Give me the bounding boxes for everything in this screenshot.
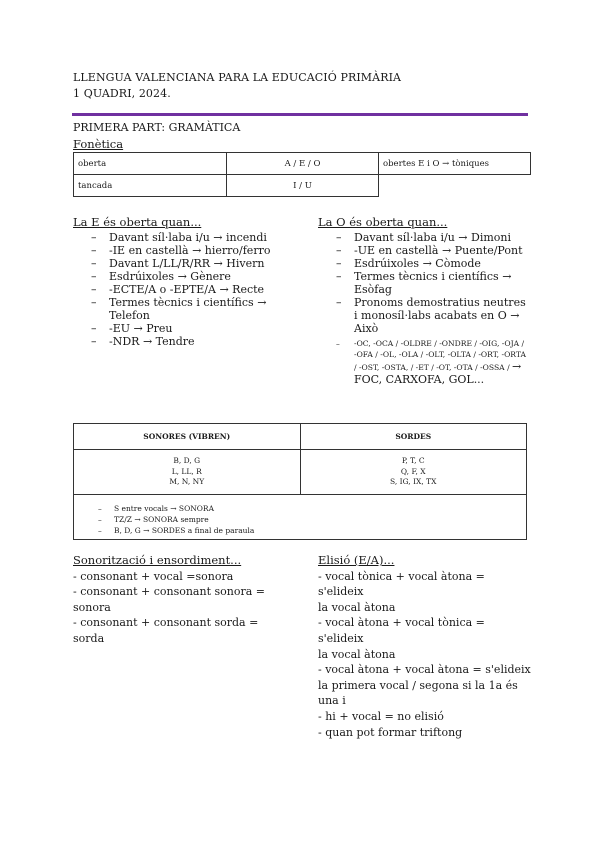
sordes-value: S, IG, IX, TX bbox=[389, 477, 437, 487]
o-oberta-endings-list bbox=[318, 338, 528, 386]
endings-examples: → FOC, CARXOFA, GOL... bbox=[354, 360, 522, 386]
text-line: la vocal àtona bbox=[318, 647, 396, 661]
table-cell: obertes E i O → tòniques bbox=[379, 153, 531, 175]
table-row bbox=[74, 153, 531, 175]
sordes-value: Q, F, X bbox=[400, 466, 426, 476]
table-cell: I / U bbox=[227, 175, 379, 197]
sordes-cell bbox=[300, 450, 527, 495]
text-line: la primera vocal / segona si la 1a és bbox=[318, 678, 518, 692]
sonores-value: L, LL, R bbox=[171, 466, 202, 476]
text-line: sorda bbox=[73, 631, 105, 645]
text-line: - vocal àtona + vocal tònica = s'elideix bbox=[318, 616, 489, 645]
o-oberta-list bbox=[318, 231, 528, 335]
list-item: – Esdrúixoles → Gènere bbox=[73, 270, 303, 283]
text-line: - consonant + consonant sorda = bbox=[73, 616, 259, 630]
sonores-value: M, N, NY bbox=[169, 477, 205, 487]
list-item: – -EU → Preu bbox=[73, 322, 303, 335]
list-item: – -IE en castellà → hierro/ferro bbox=[73, 244, 303, 257]
column-header-sordes: SORDES bbox=[300, 424, 527, 450]
sonoritzacio-heading: Sonorització i ensordiment... bbox=[73, 553, 242, 567]
sonores-sordes-table bbox=[73, 423, 527, 540]
list-item: – Pronoms demostratius neutres i monosíl·labs acabats en O → Això bbox=[318, 296, 528, 335]
table-row bbox=[74, 495, 527, 540]
text-line: - vocal àtona + vocal àtona = s'elideix bbox=[318, 663, 531, 677]
table-row bbox=[74, 450, 527, 495]
text-line: - consonant + consonant sonora = bbox=[73, 585, 265, 599]
list-item: – Termes tècnics i científics → Telefon bbox=[73, 296, 303, 322]
header-course-title: LLENGUA VALENCIANA PARA LA EDUCACIÓ PRIMÀRIA bbox=[73, 71, 402, 84]
table-header-row bbox=[74, 424, 527, 450]
list-item: – -UE en castellà → Puente/Pont bbox=[318, 244, 528, 257]
subsection-title: Fonètica bbox=[73, 137, 124, 151]
text-line: - quan pot formar triftong bbox=[318, 725, 463, 739]
table-cell: oberta bbox=[74, 153, 227, 175]
text-line: una i bbox=[318, 694, 346, 708]
notes-cell bbox=[74, 495, 527, 540]
elisio-heading: Elisió (E/A)... bbox=[318, 553, 395, 567]
table-row bbox=[74, 175, 531, 197]
e-oberta-list bbox=[73, 231, 303, 348]
sordes-value: P, T, C bbox=[401, 456, 425, 466]
header-divider bbox=[72, 113, 528, 116]
list-item: – B, D, G → SORDES a final de paraula bbox=[74, 525, 526, 536]
sonores-value: B, D, G bbox=[173, 456, 201, 466]
list-item: – Davant L/LL/R/RR → Hivern bbox=[73, 257, 303, 270]
endings-text: -OC, -OCA / -OLDRE / -ONDRE / -OIG, -OJA / -OFA / -OL, -OLA / -OLT, -OLTA / -ORT, -ORTA / -OST, -OSTA, / -ET / -OT, -OTA / -OSSA / bbox=[354, 339, 527, 372]
notes-list bbox=[74, 499, 526, 536]
o-oberta-section bbox=[318, 215, 528, 386]
list-item bbox=[318, 338, 528, 386]
o-oberta-heading: La O és oberta quan... bbox=[318, 215, 448, 229]
fonetica-table bbox=[73, 152, 531, 197]
table-cell: tancada bbox=[74, 175, 227, 197]
list-item: – Davant síl·laba i/u → incendi bbox=[73, 231, 303, 244]
text-line: - vocal tònica + vocal àtona = s'elideix bbox=[318, 569, 489, 599]
list-item: – TZ/Z → SONORA sempre bbox=[74, 514, 526, 525]
elisio-section bbox=[318, 553, 533, 740]
list-item: – Davant síl·laba i/u → Dimoni bbox=[318, 231, 528, 244]
e-oberta-section bbox=[73, 215, 303, 348]
column-header-sonores: SONORES (VIBREN) bbox=[74, 424, 301, 450]
table-cell: A / E / O bbox=[227, 153, 379, 175]
text-line: la vocal àtona bbox=[318, 600, 396, 614]
list-item: – Esdrúixoles → Còmode bbox=[318, 257, 528, 270]
text-line: - hi + vocal = no elisió bbox=[318, 709, 444, 723]
e-oberta-heading: La E és oberta quan... bbox=[73, 215, 202, 229]
list-item: – S entre vocals → SONORA bbox=[74, 503, 526, 514]
header-term: 1 QUADRI, 2024. bbox=[73, 87, 171, 100]
table-cell-empty bbox=[379, 175, 531, 197]
section-title: PRIMERA PART: GRAMÀTICA bbox=[73, 121, 241, 134]
sonoritzacio-section bbox=[73, 553, 298, 647]
list-item: – -ECTE/A o -EPTE/A → Recte bbox=[73, 283, 303, 296]
text-line: - consonant + vocal =sonora bbox=[73, 569, 234, 583]
list-item: – -NDR → Tendre bbox=[73, 335, 303, 348]
sonores-cell bbox=[74, 450, 301, 495]
text-line: sonora bbox=[73, 600, 111, 614]
list-item: – Termes tècnics i científics → Esòfag bbox=[318, 270, 528, 296]
